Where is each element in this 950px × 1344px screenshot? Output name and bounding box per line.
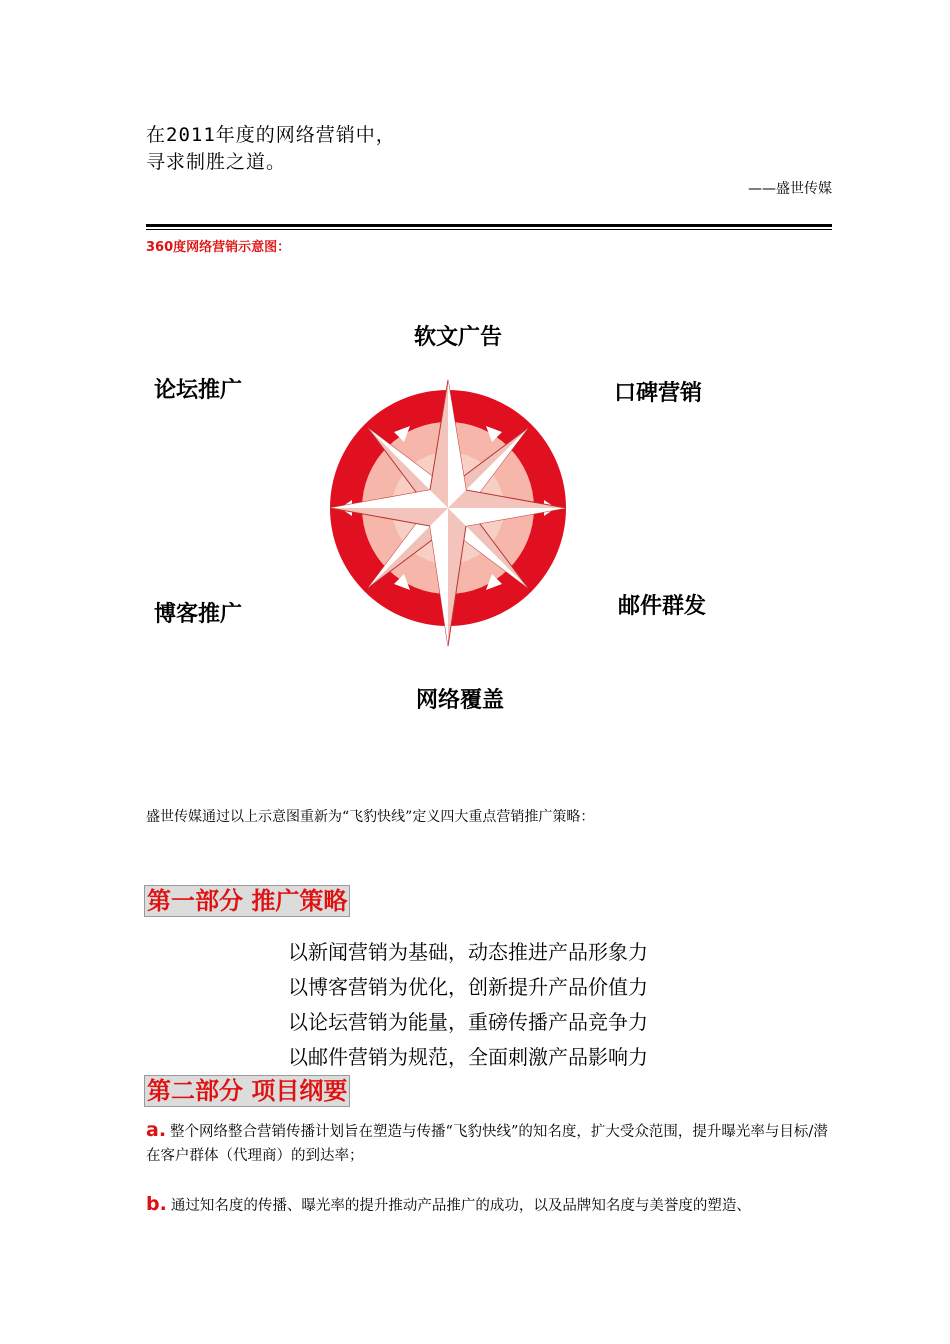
quote-block	[146, 122, 396, 176]
quote-line-2: 寻求制胜之道。	[146, 151, 287, 173]
quote-signature: ——盛世传媒	[748, 181, 832, 197]
label-forum-promotion: 论坛推广	[154, 377, 243, 403]
label-blog-promotion: 博客推广	[154, 601, 243, 627]
section-title-outline: 第二部分 项目纲要	[144, 1075, 350, 1107]
label-mass-email: 邮件群发	[618, 593, 707, 619]
strategy-item: 以新闻营销为基础，动态推进产品形象力	[288, 940, 648, 964]
label-word-of-mouth: 口碑营销	[614, 380, 703, 406]
marker-a: a.	[146, 1119, 167, 1141]
quote-line-1: 在2011年度的网络营销中，	[146, 124, 396, 146]
divider-thick	[146, 224, 832, 227]
strategy-item: 以博客营销为优化，创新提升产品价值力	[288, 975, 648, 999]
compass-diagram	[300, 370, 600, 650]
outline-paragraph-b	[146, 1192, 836, 1218]
outline-text-b: 通过知名度的传播、曝光率的提升推动产品推广的成功，以及品牌知名度与美誉度的塑造、	[170, 1198, 751, 1214]
diagram-caption: 360度网络营销示意图：	[146, 240, 291, 255]
marker-b: b.	[146, 1193, 167, 1215]
label-network-coverage: 网络覆盖	[416, 687, 505, 713]
strategy-item: 以邮件营销为规范，全面刺激产品影响力	[288, 1045, 648, 1069]
label-soft-article-ads: 软文广告	[414, 324, 503, 350]
divider-thin	[146, 229, 832, 230]
section-title-strategy: 第一部分 推广策略	[144, 885, 350, 917]
strategy-item: 以论坛营销为能量，重磅传播产品竞争力	[288, 1010, 648, 1034]
intro-paragraph: 盛世传媒通过以上示意图重新为“飞豹快线”定义四大重点营销推广策略：	[146, 809, 595, 825]
outline-paragraph-a	[146, 1118, 836, 1168]
outline-text-a: 整个网络整合营销传播计划旨在塑造与传播“飞豹快线”的知名度，扩大受众范围，提升曝光率与目标/潜在客户群体（代理商）的到达率；	[146, 1124, 828, 1164]
